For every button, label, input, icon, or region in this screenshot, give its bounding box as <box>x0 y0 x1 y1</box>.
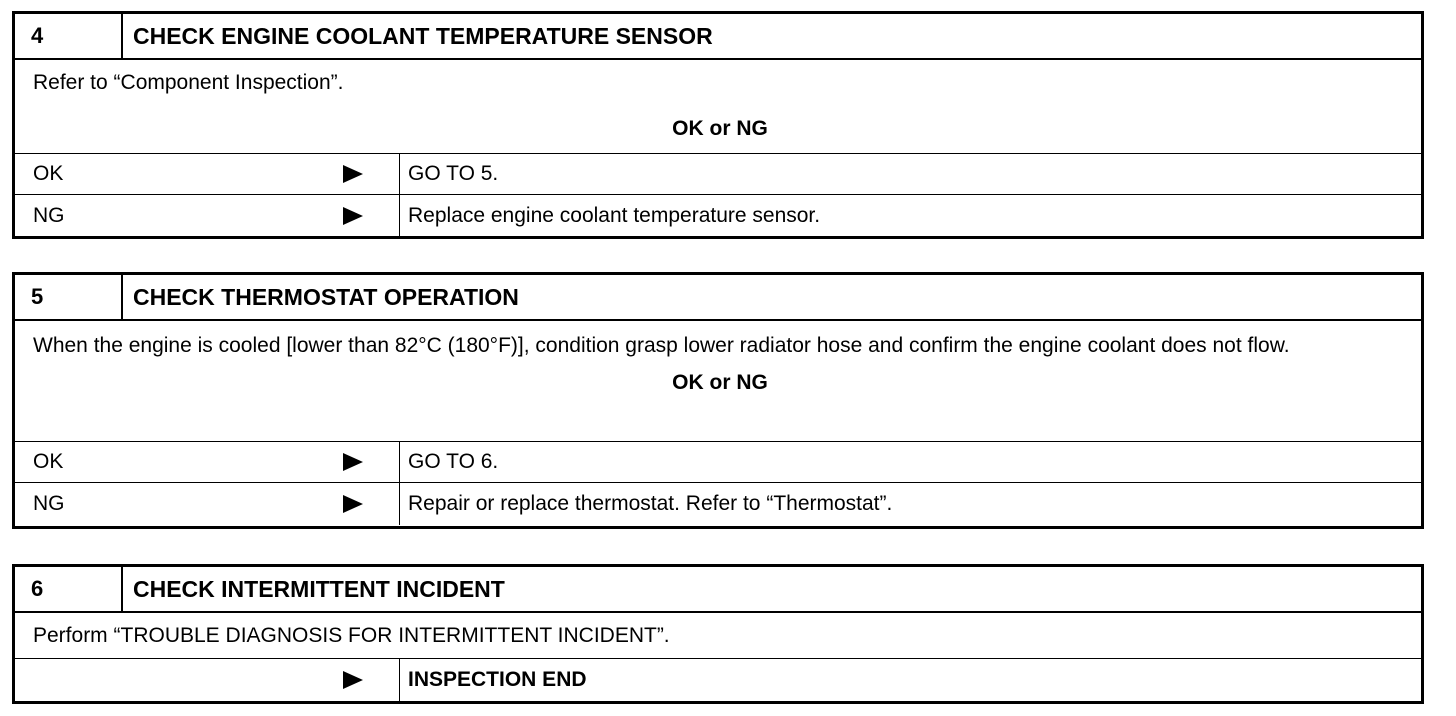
step-title: CHECK INTERMITTENT INCIDENT <box>133 575 505 602</box>
result-row-ok <box>15 441 1421 483</box>
result-label: NG <box>33 204 65 227</box>
right-triangle-arrow-icon <box>343 165 363 183</box>
step-number: 4 <box>15 14 123 58</box>
result-action: Replace engine coolant temperature sensor. <box>408 204 821 227</box>
right-triangle-arrow-icon <box>343 495 363 513</box>
step-4-block <box>12 11 1424 239</box>
result-label: OK <box>33 162 64 185</box>
step-5-block <box>12 272 1424 529</box>
result-label-cell <box>15 483 400 525</box>
step-title: CHECK ENGINE COOLANT TEMPERATURE SENSOR <box>133 22 713 49</box>
step-instruction: When the engine is cooled [lower than 82°C (180°F)], condition grasp lower radiator hose and confirm the engine coolant does not flow. <box>33 334 1290 357</box>
result-label: OK <box>33 450 64 473</box>
ok-or-ng-label: OK or NG <box>672 117 768 140</box>
step-6-block <box>12 564 1424 704</box>
result-action: INSPECTION END <box>408 668 587 691</box>
result-label-cell <box>15 659 400 701</box>
step-number: 6 <box>15 567 123 611</box>
right-triangle-arrow-icon <box>343 671 363 689</box>
step-instruction: Refer to “Component Inspection”. <box>33 71 344 94</box>
result-action: GO TO 5. <box>408 162 499 185</box>
ok-or-ng-label: OK or NG <box>672 371 768 394</box>
step-instruction-area <box>15 60 1421 153</box>
step-header <box>15 14 1421 60</box>
step-header <box>15 567 1421 613</box>
result-label-cell <box>15 154 400 194</box>
step-number: 5 <box>15 275 123 319</box>
step-instruction: Perform “TROUBLE DIAGNOSIS FOR INTERMITTENT INCIDENT”. <box>15 613 1421 659</box>
result-label-cell <box>15 442 400 482</box>
step-title: CHECK THERMOSTAT OPERATION <box>133 283 519 310</box>
result-row-ng <box>15 483 1421 525</box>
step-instruction-area <box>15 321 1421 441</box>
right-triangle-arrow-icon <box>343 453 363 471</box>
result-row-ng <box>15 195 1421 237</box>
result-action: GO TO 6. <box>408 450 499 473</box>
result-row-ok <box>15 153 1421 195</box>
result-row-end <box>15 659 1421 701</box>
step-header <box>15 275 1421 321</box>
result-action: Repair or replace thermostat. Refer to “Thermostat”. <box>408 492 893 515</box>
result-label-cell <box>15 195 400 237</box>
result-label: NG <box>33 492 65 515</box>
right-triangle-arrow-icon <box>343 207 363 225</box>
